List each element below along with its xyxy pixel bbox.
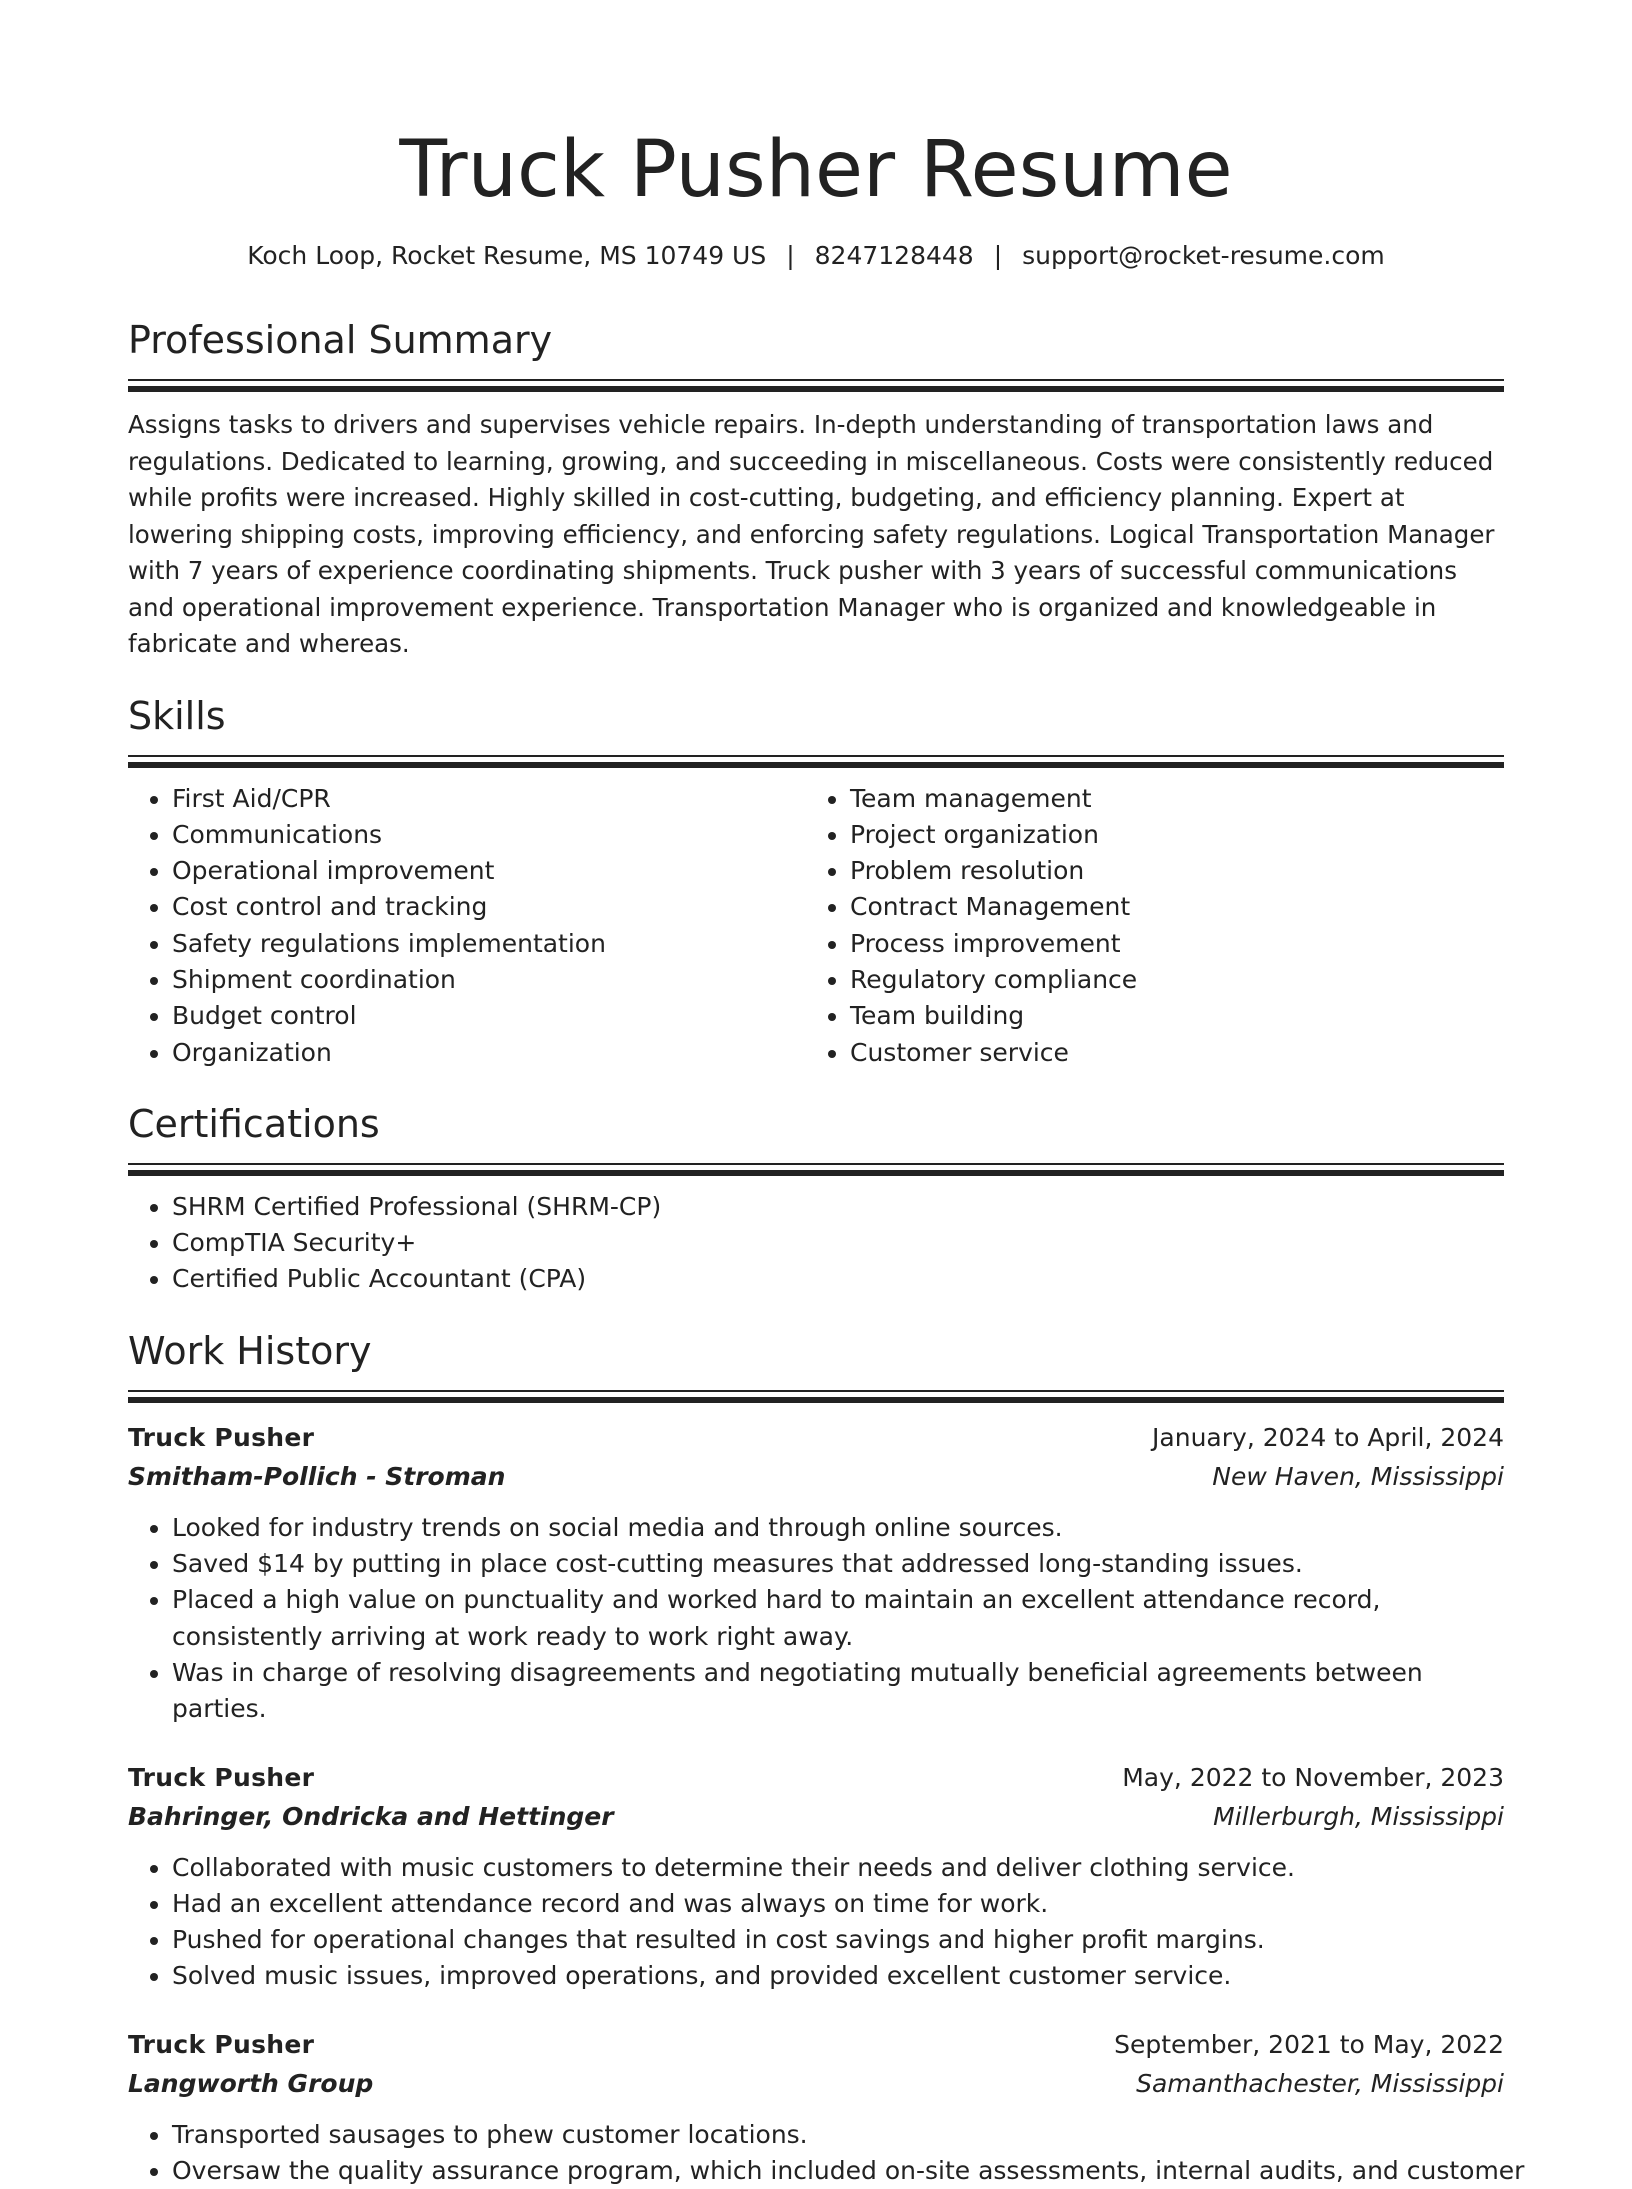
- skill-item: • Organization: [172, 1035, 806, 1071]
- summary-section: [128, 317, 1504, 663]
- skill-item: • Contract Management: [850, 889, 1484, 925]
- job-header: [128, 2025, 1504, 2065]
- skill-item: • Communications: [172, 817, 806, 853]
- skills-column-left: [128, 781, 806, 1071]
- skill-item: • Customer service: [850, 1035, 1484, 1071]
- skills-grid: [128, 781, 1504, 1071]
- certification-item: • SHRM Certified Professional (SHRM-CP): [172, 1189, 1504, 1225]
- job-bullet: • Placed a high value on punctuality and worked hard to maintain an excellent attendance record, consistently arriving at work ready to work right away.: [172, 1582, 1504, 1655]
- skill-item: • Shipment coordination: [172, 962, 806, 998]
- skill-item: • Regulatory compliance: [850, 962, 1484, 998]
- section-divider: [128, 755, 1504, 769]
- section-divider: [128, 1163, 1504, 1177]
- email: support@rocket-resume.com: [1022, 241, 1385, 270]
- certification-item: • CompTIA Security+: [172, 1225, 1504, 1261]
- job-location: Samanthachester, Mississippi: [1136, 2068, 1504, 2098]
- skill-item: • Project organization: [850, 817, 1484, 853]
- company-name: Smitham-Pollich - Stroman: [128, 1461, 506, 1491]
- job-bullet: • Looked for industry trends on social media and through online sources.: [172, 1510, 1504, 1546]
- job-dates: May, 2022 to November, 2023: [1122, 1762, 1504, 1792]
- certifications-section: [128, 1101, 1504, 1298]
- job-title: Truck Pusher: [128, 1762, 315, 1792]
- skill-item: • Process improvement: [850, 926, 1484, 962]
- company-name: Langworth Group: [128, 2068, 374, 2098]
- skills-list: [128, 781, 806, 1071]
- section-title: Professional Summary: [128, 318, 553, 362]
- job-location: Millerburgh, Mississippi: [1213, 1801, 1504, 1831]
- job-title: Truck Pusher: [128, 1422, 315, 1452]
- job-bullet: • Solved music issues, improved operations, and provided excellent customer service.: [172, 1958, 1504, 1994]
- job-bullet: • Saved $14 by putting in place cost-cutting measures that addressed long-standing issues.: [172, 1546, 1504, 1582]
- skills-section: [128, 693, 1504, 1071]
- job-subheader: [128, 1458, 1504, 1496]
- skill-item: • Team management: [850, 781, 1484, 817]
- job-title: Truck Pusher: [128, 2029, 315, 2059]
- skill-item: • Cost control and tracking: [172, 889, 806, 925]
- certification-item: • Certified Public Accountant (CPA): [172, 1261, 1504, 1297]
- job-header: [128, 1758, 1504, 1798]
- job-bullet: • Was in charge of resolving disagreements and negotiating mutually beneficial agreements between parties.: [172, 1655, 1504, 1728]
- skill-item: • Problem resolution: [850, 853, 1484, 889]
- job-entry: [128, 1758, 1504, 1995]
- job-bullets: [128, 1510, 1504, 1728]
- separator: |: [786, 241, 795, 270]
- section-title: Work History: [128, 1328, 372, 1373]
- skills-column-right: [806, 781, 1484, 1071]
- job-bullets: [128, 1850, 1504, 1995]
- job-bullets: [128, 2117, 1525, 2189]
- job-bullet: • Transported sausages to phew customer locations.: [172, 2117, 1504, 2153]
- skills-list: [806, 781, 1484, 1071]
- job-bullet: • Oversaw the quality assurance program, which included on-site assessments, internal audits, and customer: [172, 2153, 1504, 2189]
- section-divider: [128, 379, 1504, 393]
- job-header: [128, 1418, 1504, 1458]
- job-subheader: [128, 1798, 1504, 1836]
- address: Koch Loop, Rocket Resume, MS 10749 US: [247, 241, 767, 270]
- section-divider: [128, 1390, 1504, 1404]
- skill-item: • Budget control: [172, 998, 806, 1034]
- skill-item: • Operational improvement: [172, 853, 806, 889]
- job-bullet: • Collaborated with music customers to determine their needs and deliver clothing service.: [172, 1850, 1504, 1886]
- skill-item: • Safety regulations implementation: [172, 926, 806, 962]
- contact-line: [128, 240, 1504, 272]
- company-name: Bahringer, Ondricka and Hettinger: [128, 1801, 614, 1831]
- job-dates: September, 2021 to May, 2022: [1114, 2029, 1504, 2059]
- job-bullet: • Had an excellent attendance record and was always on time for work.: [172, 1886, 1504, 1922]
- job-bullet: • Pushed for operational changes that resulted in cost savings and higher profit margins.: [172, 1922, 1504, 1958]
- skill-item: • First Aid/CPR: [172, 781, 806, 817]
- summary-text: Assigns tasks to drivers and supervises vehicle repairs. In-depth understanding of transportation laws and regulations. Dedicated to learning, growing, and succeeding in miscellaneous. Costs were consistently reduced while profits were increased. Highly skilled in cost-cutting, budgeting, and efficiency planning. Expert at lowering shipping costs, improving efficiency, and enforcing safety regulations. Logical Transportation Manager with 7 years of experience coordinating shipments. Truck pusher with 3 years of successful communications and operational improvement experience. Transportation Manager who is organized and knowledgeable in fabricate and whereas.: [128, 410, 1495, 658]
- job-location: New Haven, Mississippi: [1212, 1461, 1504, 1491]
- separator: |: [993, 241, 1003, 270]
- phone: 8247128448: [814, 241, 974, 270]
- section-title: Certifications: [128, 1101, 380, 1146]
- section-title: Skills: [128, 693, 226, 738]
- resume-title: Truck Pusher Resume: [399, 125, 1233, 215]
- job-entry: [128, 1418, 1504, 1728]
- skill-item: • Team building: [850, 998, 1484, 1034]
- job-subheader: [128, 2065, 1504, 2103]
- certifications-list: [128, 1189, 1504, 1298]
- job-entry: [128, 2025, 1525, 2189]
- work-history-section: [128, 1328, 1525, 2189]
- job-dates: January, 2024 to April, 2024: [1152, 1422, 1504, 1452]
